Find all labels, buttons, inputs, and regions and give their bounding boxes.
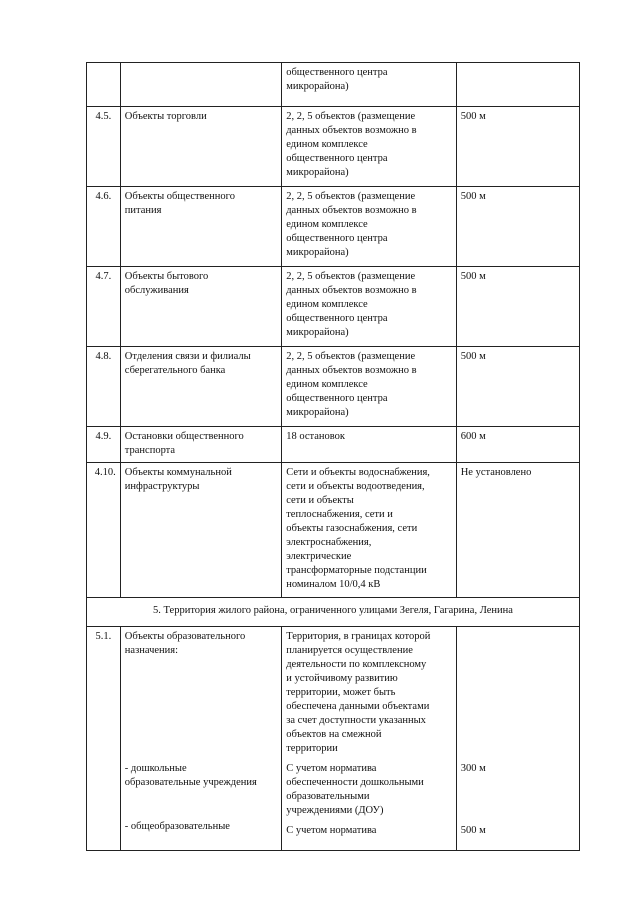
object-name	[120, 63, 281, 107]
object-sub-general: - общеобразовательные	[124, 821, 230, 832]
accessibility-distance	[456, 63, 579, 107]
accessibility-distance: 500 м	[456, 107, 579, 187]
object-name: Остановки общественного транспорта	[120, 427, 281, 463]
description-general: С учетом норматива	[286, 825, 377, 836]
object-description: общественного центра микрорайона)	[282, 63, 457, 107]
accessibility-distance: 600 м	[456, 427, 579, 463]
row-number: 4.7.	[87, 267, 121, 347]
object-description: 2, 2, 5 объектов (размещение данных объектов возможно в едином комплексе общественного центра микрорайона)	[282, 267, 457, 347]
table-row	[87, 63, 580, 107]
object-sub-preschool: - дошкольные образовательные учреждения	[124, 763, 257, 788]
distance-preschool: 300 м	[460, 763, 486, 774]
section-row	[87, 598, 580, 627]
accessibility-distance: 500 м	[456, 267, 579, 347]
row-number	[87, 63, 121, 107]
accessibility-distance: Не установлено	[456, 463, 579, 598]
description-preschool: С учетом норматива обеспеченности дошкольными образовательными учреждениями (ДОУ)	[286, 763, 424, 816]
object-description: 2, 2, 5 объектов (размещение данных объектов возможно в едином комплексе общественного центра микрорайона)	[282, 347, 457, 427]
object-name	[120, 627, 281, 851]
table-row	[87, 627, 580, 851]
object-description: 18 остановок	[282, 427, 457, 463]
table-row	[87, 463, 580, 598]
accessibility-distance	[456, 627, 579, 851]
table-row	[87, 427, 580, 463]
accessibility-distance: 500 м	[456, 347, 579, 427]
row-number: 4.10.	[87, 463, 121, 598]
accessibility-distance: 500 м	[456, 187, 579, 267]
table-row	[87, 187, 580, 267]
description-main: Территория, в границах которой планируется осуществление деятельности по комплексному и устойчивому развитию территории, может быть обеспечена данными объектами за счет доступности указанных объектов на смежной территории	[286, 631, 431, 754]
row-number: 4.9.	[87, 427, 121, 463]
object-name: Объекты коммунальной инфраструктуры	[120, 463, 281, 598]
table-row	[87, 347, 580, 427]
distance-general: 500 м	[460, 825, 486, 836]
object-name: Объекты бытового обслуживания	[120, 267, 281, 347]
object-description	[282, 627, 457, 851]
object-description: 2, 2, 5 объектов (размещение данных объектов возможно в едином комплексе общественного центра микрорайона)	[282, 187, 457, 267]
object-name: Объекты торговли	[120, 107, 281, 187]
section-title: 5. Территория жилого района, ограниченного улицами Зегеля, Гагарина, Ленина	[87, 598, 580, 627]
requirements-table	[86, 62, 580, 851]
object-name: Объекты общественного питания	[120, 187, 281, 267]
row-number: 4.8.	[87, 347, 121, 427]
row-number: 5.1.	[87, 627, 121, 851]
row-number: 4.6.	[87, 187, 121, 267]
object-description: Сети и объекты водоснабжения, сети и объекты водоотведения, сети и объекты теплоснабжения, сети и объекты газоснабжения, сети электроснабжения, электрические трансформаторные подстанции номиналом 10/0,4 кВ	[282, 463, 457, 598]
row-number: 4.5.	[87, 107, 121, 187]
table-row	[87, 267, 580, 347]
table-row	[87, 107, 580, 187]
object-description: 2, 2, 5 объектов (размещение данных объектов возможно в едином комплексе общественного центра микрорайона)	[282, 107, 457, 187]
object-name: Отделения связи и филиалы сберегательного банка	[120, 347, 281, 427]
object-main-label: Объекты образовательного назначения:	[124, 631, 246, 656]
